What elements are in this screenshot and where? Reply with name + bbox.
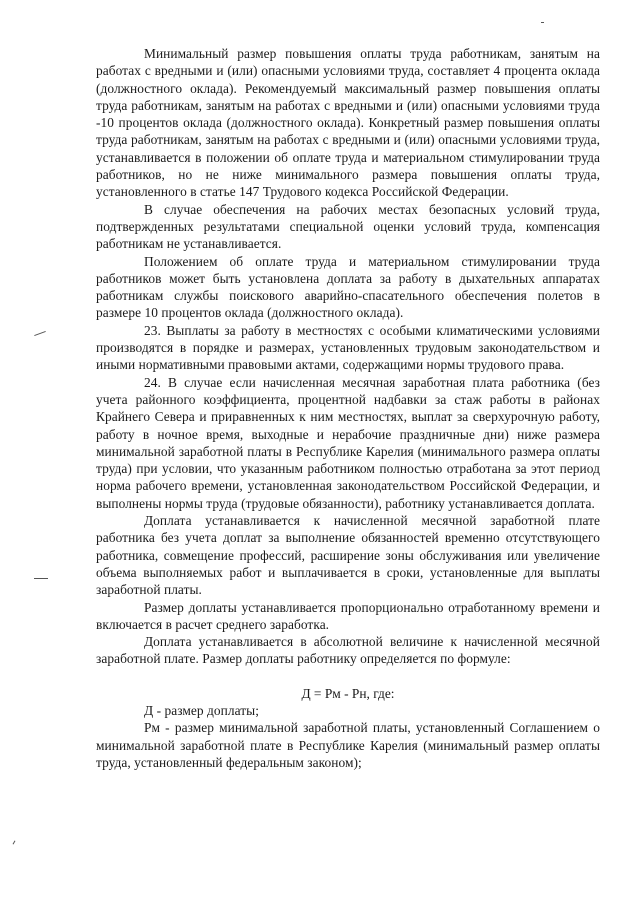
definition-d: Д - размер доплаты;	[144, 702, 259, 718]
definition-rm: Рм - размер минимальной заработной платы, установленный Соглашением о минимальной заработной плате в Республике Карелия (минимальный размер оплаты труда, установленный федеральным законом);	[96, 720, 600, 770]
paragraph-surcharge-basis: Доплата устанавливается к начисленной месячной заработной плате работника без учета доплат за выполнение обязанностей временно отсутствующего работника, совмещение профессий, расширение зоны обслуживания или увеличение объема выполняемых работ и выплачивается в сроки, установленные для выплаты заработной платы.	[96, 513, 600, 598]
document-page	[96, 45, 600, 771]
paragraph-item-23: 23. Выплаты за работу в местностях с особыми климатическими условиями производятся в порядке и размерах, установленных трудовым законодательством и иными нормативными правовыми актами, содержащими нормы трудового права.	[96, 322, 600, 373]
paragraph-hazard-pay: Минимальный размер повышения оплаты труда работникам, занятым на работах с вредными и (или) опасными условиями труда, составляет 4 процента оклада (должностного оклада). Рекомендуемый максимальный размер повышения оплаты труда работникам, занятым на работах с вредными и (или) опасными условиями труда -10 процентов оклада (должностного оклада). Конкретный размер повышения оплаты труда работникам, занятым на работах с вредными и (или) опасными условиями труда, устанавливается в положении об оплате труда и материальном стимулировании труда работников, но не ниже минимального размера повышения оплаты труда, установленного в статье 147 Трудового кодекса Российской Федерации.	[96, 46, 600, 200]
paragraph-breathing-apparatus: Положением об оплате труда и материальном стимулировании труда работников может быть установлена доплата за работу в дыхательных аппаратах работникам службы поискового аварийно-спасательного обеспечения полетов в размере 10 процентов оклада (должностного оклада).	[96, 253, 600, 321]
paragraph-surcharge-formula-intro: Доплата устанавливается в абсолютной величине к начисленной месячной заработной плате. Размер доплаты работнику определяется по формуле:	[96, 634, 600, 667]
scan-mark	[13, 841, 16, 845]
paragraph-surcharge-proportional: Размер доплаты устанавливается пропорционально отработанному времени и включается в расчет среднего заработка.	[96, 599, 600, 632]
scan-mark	[34, 331, 46, 336]
scan-mark	[34, 578, 48, 579]
surcharge-formula: Д = Рм - Рн, где:	[301, 685, 395, 701]
scan-mark	[541, 22, 544, 23]
formula-spacer	[96, 668, 600, 685]
paragraph-safe-conditions: В случае обеспечения на рабочих местах безопасных условий труда, подтвержденных результатами специальной оценки условий труда, компенсация работникам не устанавливается.	[96, 201, 600, 252]
paragraph-item-24: 24. В случае если начисленная месячная заработная плата работника (без учета районного коэффициента, процентной надбавки за стаж работы в районах Крайнего Севера и приравненных к ним местностях, выплат за сверхурочную работу, работу в ночное время, выходные и нерабочие праздничные дни) ниже размера минимальной заработной платы в Республике Карелия (минимального размера оплаты труда) при условии, что указанным работником полностью отработана за этот период норма рабочего времени, установленная законодательством Российской Федерации, и выполнены нормы труда (трудовые обязанности), работнику устанавливается доплата.	[96, 374, 600, 511]
